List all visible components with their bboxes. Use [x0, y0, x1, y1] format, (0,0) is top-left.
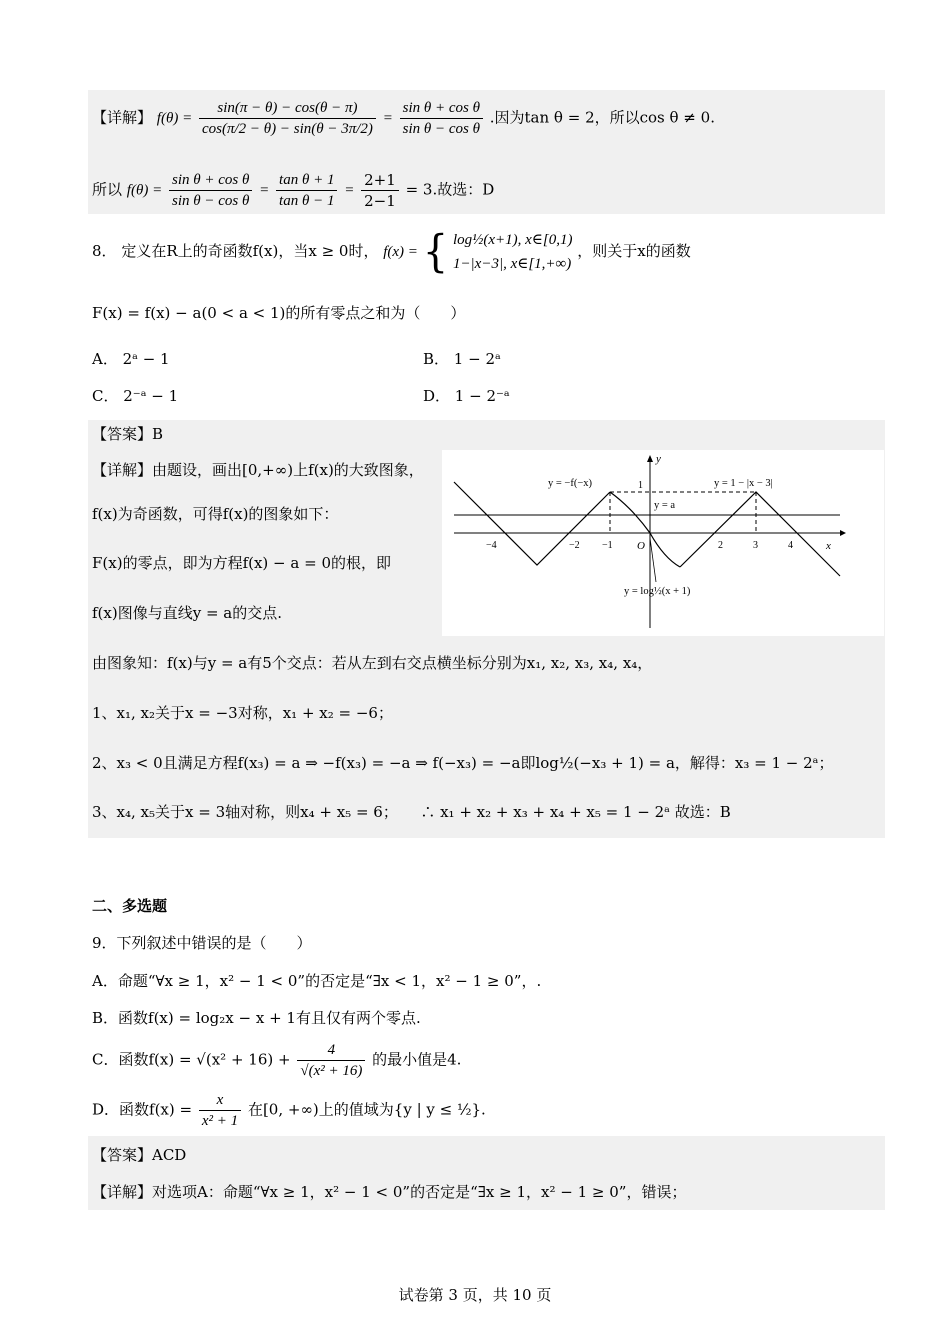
q8-detail-5: 由图象知：f(x)与y = a有5个交点：若从左到右交点横坐标分别为x₁, x₂, x₃, x₄, x₄， — [92, 654, 653, 672]
x-axis-label: x — [826, 540, 831, 552]
q8-answer: 【答案】B — [92, 425, 164, 443]
q8-detail-4: f(x)图像与直线y = a的交点. — [92, 604, 283, 622]
q9-option-a: A．命题“∀x ≥ 1，x² − 1 < 0”的否定是“∃x < 1，x² − 1 ≥ 0”，. — [92, 972, 542, 990]
page-footer: 试卷第 3 页，共 10 页 — [398, 1286, 552, 1304]
q8-detail-1: 【详解】由题设，画出[0,+∞)上f(x)的大致图象， — [92, 461, 424, 479]
q7-detail-line1: 【详解】 f(θ) = $\frac{\sin(\pi - \theta) - \cos(\theta - \pi)}{\cos(\pi/2 - \theta) - \sin(\theta - 3\pi/2)}$ = $\frac{\text{sin θ + cos θ}}{\text{sin θ − cos θ}}$ .因为tan θ = 2，所以cos θ ≠ 0. — [92, 100, 715, 137]
tick-2: 2 — [718, 540, 723, 551]
q7-result: = 3.故选：D — [405, 180, 495, 199]
label-log-curve: y = log½(x + 1) — [624, 586, 691, 597]
curve-log — [650, 533, 680, 567]
tick-3: 3 — [753, 540, 758, 551]
tick-neg1: −1 — [602, 540, 613, 551]
origin-label: O — [637, 540, 645, 552]
q8-graph-svg — [442, 450, 884, 636]
q8-detail-6: 1、x₁, x₂关于x = −3对称，x₁ + x₂ = −6； — [92, 704, 393, 722]
q8-stem-b: ，则关于x的函数 — [577, 242, 691, 260]
section-multi-choice-title: 二、多选题 — [92, 897, 168, 915]
q7-detail-tan: .因为tan θ = 2，所以cos θ ≠ 0. — [489, 108, 715, 127]
q8-option-c: C． 2⁻ᵃ − 1 — [92, 387, 179, 405]
q9-detail: 【详解】对选项A：命题“∀x ≥ 1，x² − 1 < 0”的否定是“∃x ≥ 1，x² − 1 ≥ 0”，错误； — [92, 1183, 687, 1201]
q9-answer: 【答案】ACD — [92, 1146, 187, 1164]
tick-neg4: −4 — [486, 540, 497, 551]
q8-piecewise: log½(x+1), x∈[0,1) 1−|x−3|, x∈[1,+∞) — [452, 232, 573, 272]
q8-detail-8: 3、x₄, x₅关于x = 3轴对称，则x₄ + x₅ = 6； ∴ x₁ + x₂ + x₃ + x₄ + x₅ = 1 − 2ᵃ 故选：B — [92, 803, 731, 821]
label-a: y = a — [654, 500, 676, 511]
q8-stem-line2: F(x) = f(x) − a(0 < a < 1)的所有零点之和为（ ） — [92, 304, 466, 322]
q9-option-d: D．函数f(x) = $\frac{x}{\text{x² + 1}}$ 在[0, +∞)上的值域为{y | y ≤ ½}. — [92, 1092, 486, 1129]
q8-detail-7: 2、x₃ < 0且满足方程f(x₃) = a ⇒ −f(x₃) = −a ⇒ f(−x₃) = −a即log½(−x₃ + 1) = a，解得：x₃ = 1 − 2ᵃ； — [92, 754, 834, 772]
q8-stem-a: 定义在R上的奇函数f(x)，当x ≥ 0时， — [121, 242, 379, 260]
tick-4: 4 — [788, 540, 793, 551]
label-right-curve: y = 1 − |x − 3| — [714, 478, 773, 489]
q7-frac-main: $\frac{\sin(\pi - \theta) - \cos(\theta - \pi)}{\cos(\pi/2 - \theta) - \sin(\theta - 3\pi/2)}$ — [199, 98, 376, 139]
q9-stem: 9．下列叙述中错误的是（ ） — [92, 934, 312, 952]
curve-left — [454, 482, 610, 565]
q7-frac-simplified: $\frac{\text{sin θ + cos θ}}{\text{sin θ − cos θ}}$ — [400, 98, 483, 139]
q8-function-graph — [442, 450, 884, 636]
q7-f-theta: f(θ) = — [156, 110, 193, 127]
tick-one: 1 — [638, 480, 643, 491]
y-axis-label: y — [656, 453, 661, 465]
q8-option-b: B． 1 − 2ᵃ — [423, 350, 501, 368]
tick-neg2: −2 — [569, 540, 580, 551]
q8-stem-line1: 8． 定义在R上的奇函数f(x)，当x ≥ 0时， f(x) = { log½(x+1), x∈[0,1) 1−|x−3|, x∈[1,+∞) ，则关于x的函数 — [92, 226, 691, 278]
q7-detail-line2: 所以 f(θ) = $\frac{\text{sin θ + cos θ}}{\text{sin θ − cos θ}}$ = $\frac{\text{tan θ + 1}}{\text{tan θ − 1}}$ = $\frac{2+1}{2-1}$ = 3.故选：D — [92, 171, 495, 210]
q8-detail-2: f(x)为奇函数，可得f(x)的图象如下： — [92, 505, 339, 523]
q8-detail-3: F(x)的零点，即为方程f(x) − a = 0的根，即 — [92, 554, 391, 572]
q9-option-b: B．函数f(x) = log₂x − x + 1有且仅有两个零点. — [92, 1009, 421, 1027]
q8-option-d: D． 1 − 2⁻ᵃ — [423, 387, 510, 405]
q9-option-c: C．函数f(x) = √(x² + 16) + $\frac{4}{\text{√(x² + 16)}}$ 的最小值是4. — [92, 1042, 462, 1079]
q8-option-a: A． 2ᵃ − 1 — [92, 350, 170, 368]
curve-right — [680, 492, 840, 576]
label-left-curve: y = −f(−x) — [548, 478, 593, 489]
q7-detail-label: 【详解】 — [92, 108, 153, 127]
